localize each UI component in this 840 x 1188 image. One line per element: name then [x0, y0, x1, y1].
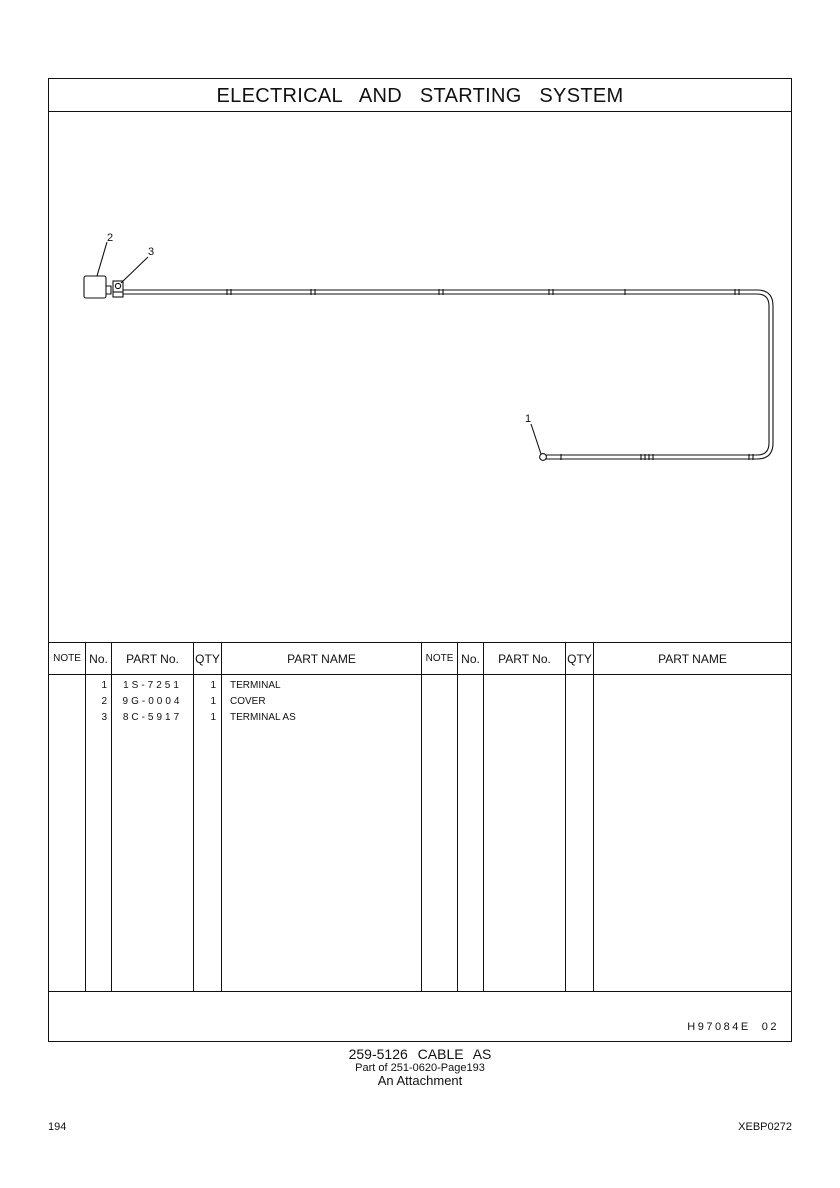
document-id: XEBP0272	[738, 1121, 792, 1133]
parts-page-frame	[48, 78, 792, 1042]
row-qty: 1	[210, 696, 216, 707]
header-no-right: No.	[458, 643, 483, 675]
row-note	[49, 678, 85, 694]
parts-table	[49, 642, 791, 992]
row-part-name: COVER	[230, 696, 266, 707]
row-part-no: 8C-5917	[122, 712, 183, 723]
leader-2	[97, 242, 107, 276]
row-note	[49, 710, 85, 726]
row-part-name: TERMINAL AS	[230, 712, 296, 723]
col-qty-right	[565, 643, 593, 991]
row-no: 2	[101, 696, 107, 707]
section-title: ELECTRICAL AND STARTING SYSTEM	[49, 79, 791, 112]
callout-3: 3	[148, 246, 155, 258]
col-note-right	[421, 643, 457, 991]
illustration-code: H97084E 02	[687, 1021, 779, 1033]
leader-3	[121, 257, 148, 283]
col-part-no-right	[483, 643, 565, 991]
header-part-name: PART NAME	[222, 643, 421, 675]
caption-part-of: Part of 251-0620-Page193	[355, 1062, 485, 1074]
callout-2: 2	[107, 232, 114, 244]
callout-1: 1	[525, 413, 532, 425]
row-part-no: 9G-0004	[122, 696, 183, 707]
col-part-name-right	[593, 643, 791, 991]
header-part-no-right: PART No.	[484, 643, 565, 675]
row-no: 1	[101, 680, 107, 691]
row-part-name: TERMINAL	[230, 680, 281, 691]
row-note	[49, 694, 85, 710]
header-no: No.	[86, 643, 111, 675]
header-qty: QTY	[194, 643, 221, 675]
header-note: NOTE	[49, 643, 85, 675]
col-no	[85, 643, 111, 991]
row-qty: 1	[210, 680, 216, 691]
header-qty-right: QTY	[566, 643, 593, 675]
header-note-right: NOTE	[422, 643, 457, 675]
col-part-name	[221, 643, 421, 991]
row-part-no: 1S-7251	[123, 680, 182, 691]
caption-attachment: An Attachment	[377, 1073, 463, 1088]
cover-part	[84, 276, 106, 298]
caption-title: 259-5126 CABLE AS	[348, 1046, 492, 1062]
cable-run	[123, 290, 773, 459]
row-qty: 1	[210, 712, 216, 723]
terminal-part	[540, 454, 547, 461]
cable-ties	[227, 289, 753, 460]
header-part-no: PART No.	[112, 643, 193, 675]
page-number: 194	[48, 1121, 67, 1133]
cable-drawing	[49, 111, 791, 643]
col-part-no	[111, 643, 193, 991]
col-qty	[193, 643, 221, 991]
leader-1	[531, 424, 541, 454]
row-no: 3	[101, 712, 107, 723]
col-no-right	[457, 643, 483, 991]
col-note	[49, 643, 85, 991]
header-part-name-right: PART NAME	[594, 643, 791, 675]
